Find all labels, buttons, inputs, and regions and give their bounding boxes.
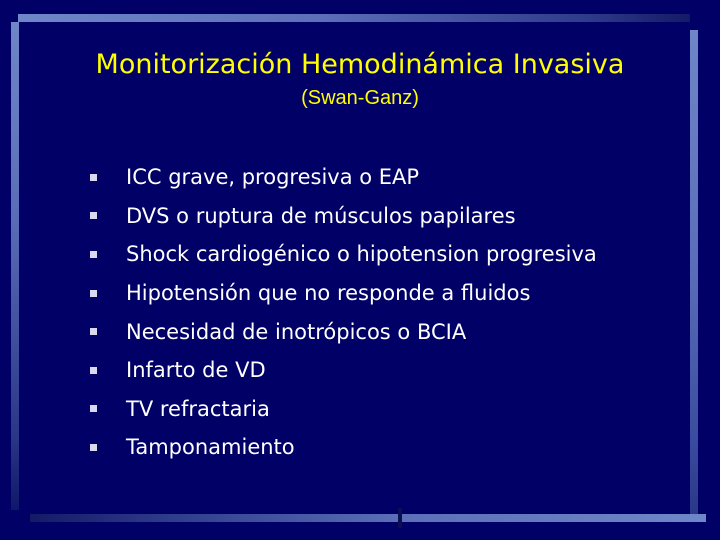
- bullet-item: [86, 390, 597, 429]
- bullet-text: ICC grave, progresiva o EAP: [126, 165, 420, 190]
- bullet-text: Necesidad de inotrópicos o BCIA: [126, 319, 467, 344]
- slide-subtitle: (Swan-Ganz): [301, 87, 419, 109]
- bullet-text: Shock cardiogénico o hipotension progresiva: [126, 242, 597, 267]
- bullet-item: [86, 312, 597, 351]
- bullet-text: Tamponamiento: [126, 435, 295, 460]
- bullet-list: [86, 158, 597, 467]
- square-bullet-icon: [90, 405, 97, 412]
- bullet-text: Infarto de VD: [126, 358, 266, 383]
- bullet-item: [86, 235, 597, 274]
- bullet-text: Hipotensión que no responde a fluidos: [126, 281, 531, 306]
- bullet-item: [86, 351, 597, 390]
- bottom-bar-divider: [398, 508, 402, 528]
- square-bullet-icon: [90, 290, 97, 297]
- bullet-text: TV refractaria: [126, 396, 270, 421]
- square-bullet-icon: [90, 174, 97, 181]
- slide-title: Monitorización Hemodinámica Invasiva: [95, 49, 625, 80]
- square-bullet-icon: [90, 212, 97, 219]
- square-bullet-icon: [90, 444, 97, 451]
- square-bullet-icon: [90, 251, 97, 258]
- bullet-item: [86, 428, 597, 467]
- bullet-text: DVS o ruptura de músculos papilares: [126, 203, 516, 228]
- square-bullet-icon: [90, 367, 97, 374]
- square-bullet-icon: [90, 328, 97, 335]
- bullet-item: [86, 197, 597, 236]
- bottom-decorative-bar: [30, 514, 706, 522]
- bullet-item: [86, 274, 597, 313]
- top-decorative-bar: [18, 14, 690, 22]
- bullet-item: [86, 158, 597, 197]
